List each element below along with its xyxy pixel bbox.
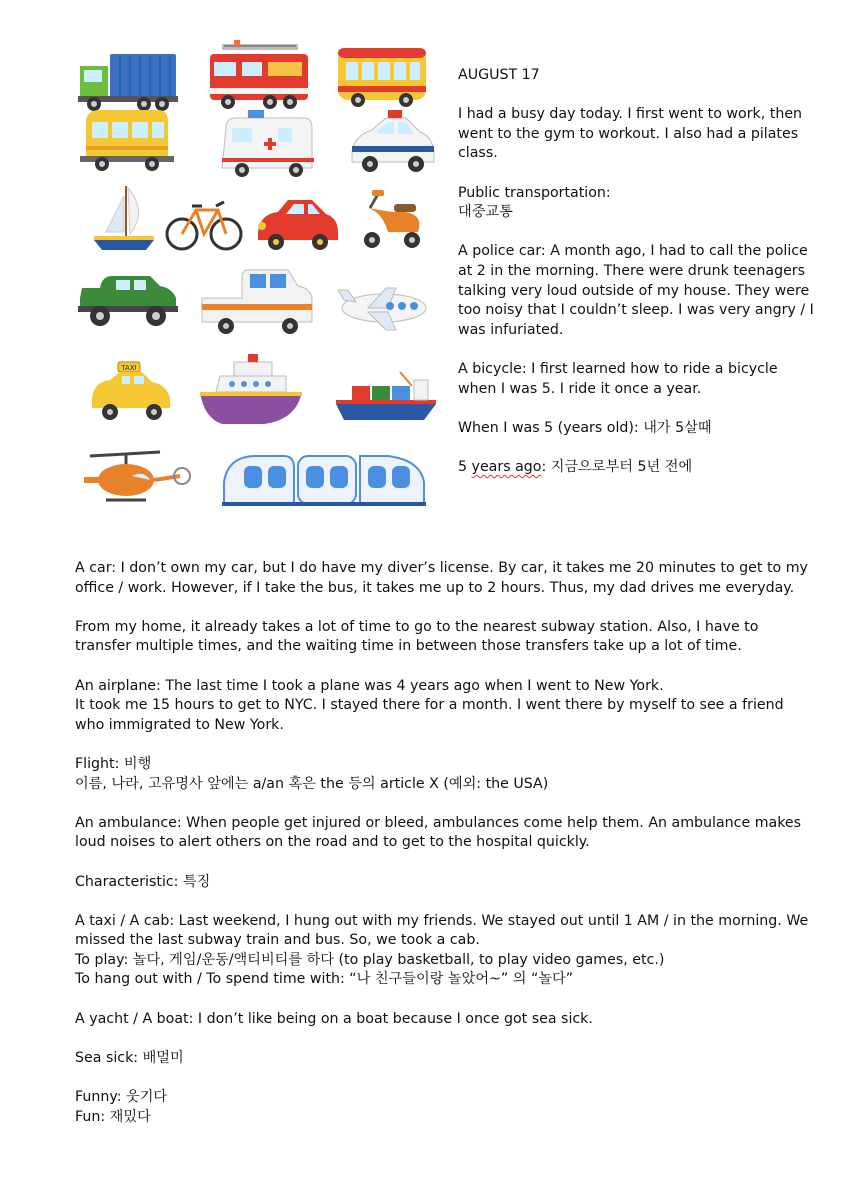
car-icon [258, 200, 338, 250]
fire-truck-icon [208, 40, 310, 109]
hang-out-note: To hang out with / To spend time with: “나 친구들이랑 놀았어~” 의 “놀다” [75, 971, 574, 988]
characteristic-note: Characteristic: 특징 [75, 873, 211, 890]
truck-icon [78, 54, 178, 111]
subway-paragraph: From my home, it already takes a lot of time to go to the nearest subway station. Also, I have to transfer multiple times, and the waiting time in between those transfers take up a lot of time. [75, 618, 759, 655]
bicycle-icon [167, 202, 241, 249]
train-icon [222, 456, 426, 506]
years-ago-note [458, 458, 818, 478]
airplane-line-1: An airplane: The last time I took a plane was 4 years ago when I went to New York. [75, 677, 664, 694]
article-note: 이름, 나라, 고유명사 앞에는 a/an 혹은 the 등의 article X (예외: the USA) [75, 775, 549, 792]
taxi-paragraph: A taxi / A cab: Last weekend, I hung out with my friends. We stayed out until 1 AM / in the morning. We missed the last subway train and bus. So, we took a cab. [75, 912, 809, 949]
public-transport-en: Public transportation: [458, 184, 611, 201]
when-i-was-5-note: When I was 5 (years old): 내가 5살때 [458, 419, 712, 436]
police-car-icon [352, 110, 434, 172]
diary-main-text [75, 559, 815, 1147]
bicycle-paragraph: A bicycle: I first learned how to ride a bicycle when I was 5. I ride it once a year. [458, 360, 778, 397]
jeep-icon [78, 276, 178, 326]
ambulance-icon [222, 110, 314, 177]
diary-top-text [458, 66, 818, 497]
taxi-sign: TAXI [121, 364, 137, 372]
to-play-note: To play: 놀다, 게임/운동/액티비티를 하다 (to play basketball, to play video games, etc.) [75, 951, 665, 968]
flight-note: Flight: 비행 [75, 755, 152, 772]
transportation-illustration [72, 36, 442, 516]
intro-paragraph: I had a busy day today. I first went to work, then went to the gym to workout. I also had a pilates class. [458, 106, 803, 162]
airplane-line-2: It took me 15 hours to get to NYC. I stayed there for a month. I went there by myself to see a friend who immigrated to New York. [75, 697, 784, 733]
yacht-paragraph: A yacht / A boat: I don’t like being on a boat because I once got sea sick. [75, 1010, 593, 1027]
school-bus-icon [80, 110, 174, 171]
pickup-truck-icon [202, 270, 312, 334]
years-ago-phrase: years ago [471, 458, 542, 475]
sea-sick-note: Sea sick: 배멀미 [75, 1049, 184, 1066]
car-paragraph: A car: I don’t own my car, but I do have my diver’s license. By car, it takes me 20 minutes to get to my office / work. However, if I take the bus, it takes me up to 2 hours. Thus, my dad drives me everyday. [75, 560, 808, 596]
cargo-ship-icon [336, 372, 436, 420]
police-car-paragraph: A police car: A month ago, I had to call the police at 2 in the morning. There were drunk teenagers talking very loud outside of my house. They were too noisy that I couldn’t sleep. I was very angry / I was infuriated. [458, 243, 814, 338]
scooter-icon [364, 190, 420, 248]
years-ago-prefix: 5 [458, 458, 472, 475]
ship-icon [200, 354, 302, 424]
helicopter-icon [84, 452, 190, 500]
tram-icon [338, 48, 426, 107]
fun-note: Fun: 재밌다 [75, 1108, 151, 1125]
airplane-icon [338, 288, 426, 330]
ambulance-paragraph: An ambulance: When people get injured or bleed, ambulances come help them. An ambulance makes loud noises to alert others on the road and to get to the hospital quickly. [75, 814, 802, 851]
date-heading: AUGUST 17 [458, 67, 540, 83]
taxi-icon [92, 362, 170, 420]
sailboat-icon [94, 186, 154, 250]
funny-note: Funny: 웃기다 [75, 1089, 168, 1106]
years-ago-translation: : 지금으로부터 5년 전에 [541, 458, 693, 475]
public-transport-ko: 대중교통 [458, 204, 513, 221]
